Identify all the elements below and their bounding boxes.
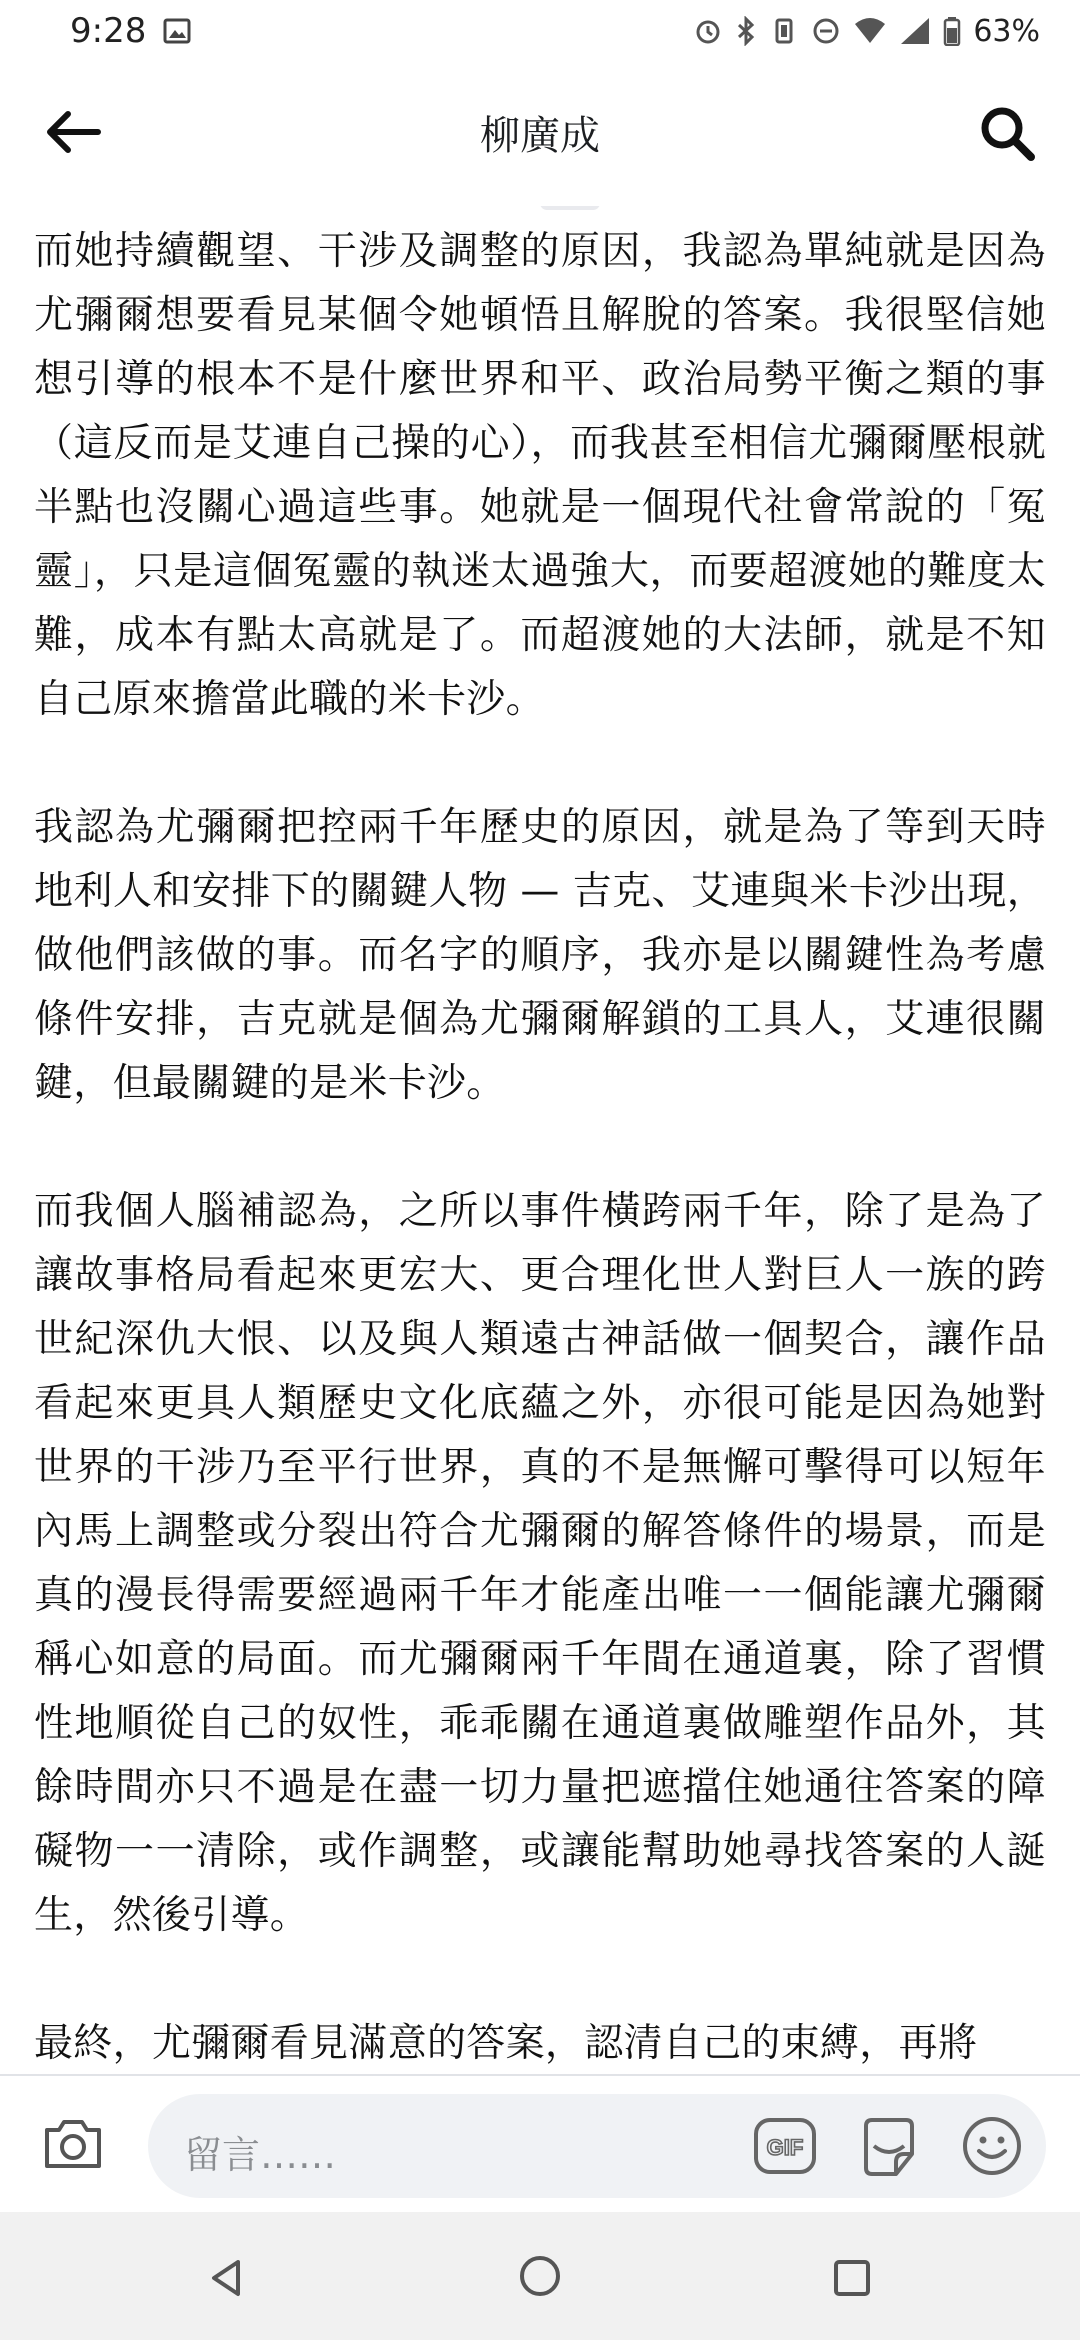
search-icon (978, 104, 1036, 162)
nav-home-icon (517, 2253, 563, 2299)
gif-icon (753, 2117, 817, 2175)
app-bar (0, 62, 1080, 202)
status-time: 9:28 (70, 11, 147, 51)
status-bar (0, 0, 1080, 62)
battery-icon (943, 16, 961, 46)
status-left (70, 11, 192, 51)
alarm-icon (693, 16, 723, 46)
status-right (693, 14, 1040, 49)
sticker-icon (856, 2114, 922, 2180)
comment-placeholder: 留言…… (184, 2133, 337, 2177)
dnd-icon (811, 16, 841, 46)
emoji-button[interactable] (958, 2112, 1026, 2180)
nav-recents-button[interactable] (822, 2248, 882, 2308)
signal-icon (899, 16, 931, 46)
arrow-left-icon (42, 108, 102, 156)
post-paragraph: 最終，尤彌爾看見滿意的答案，認清自己的束縛，再將 (34, 2021, 978, 2066)
gallery-icon (162, 16, 192, 46)
post-paragraph: 而她持續觀望、干涉及調整的原因，我認為單純就是因為尤彌爾想要看見某個令她頓悟且解脫的答案。我很堅信她想引導的根本不是什麼世界和平、政治局勢平衡之類的事（這反而是艾連自己操的心），而我甚至相信尤彌爾壓根就半點也沒關心過這些事。她就是一個現代社會常說的「冤靈」，只是這個冤靈的執迷太過強大，而要超渡她的難度太難，成本有點太高就是了。而超渡她的大法師，就是不知自己原來擔當此職的米卡沙。 (34, 229, 1046, 722)
camera-button[interactable] (38, 2112, 108, 2176)
sticker-button[interactable] (854, 2112, 924, 2182)
nav-back-button[interactable] (196, 2248, 256, 2308)
post-paragraph: 我認為尤彌爾把控兩千年歷史的原因，就是為了等到天時地利人和安排下的關鍵人物 — 吉克、艾連與米卡沙出現，做他們該做的事。而名字的順序，我亦是以關鍵性為考慮條件安排，吉克就是個為尤彌爾解鎖的工具人，艾連很關鍵，但最關鍵的是米卡沙。 (34, 805, 1046, 1106)
post-paragraph: 而我個人腦補認為，之所以事件橫跨兩千年，除了是為了讓故事格局看起來更宏大、更合理化世人對巨人一族的跨世紀深仇大恨、以及與人類遠古神話做一個契合，讓作品看起來更具人類歷史文化底蘊之外，亦很可能是因為她對世界的干涉乃至平行世界，真的不是無懈可擊得可以短年內馬上調整或分裂出符合尤彌爾的解答條件的場景，而是真的漫長得需要經過兩千年才能產出唯一一個能讓尤彌爾稱心如意的局面。而尤彌爾兩千年間在通道裏，除了習慣性地順從自己的奴性，乖乖關在通道裏做雕塑作品外，其餘時間亦只不過是在盡一切力量把遮擋住她通往答案的障礙物一一清除，或作調整，或讓能幫助她尋找答案的人誕生，然後引導。 (34, 1189, 1046, 1938)
comment-bar (0, 2076, 1080, 2212)
camera-icon (41, 2116, 105, 2172)
battery-percent: 63% (973, 13, 1040, 49)
wifi-icon (853, 16, 887, 46)
nav-home-button[interactable] (510, 2246, 570, 2306)
page-title: 柳廣成 (480, 112, 600, 159)
bluetooth-icon (735, 16, 757, 46)
post-content (34, 206, 1046, 2074)
nav-back-icon (204, 2256, 248, 2300)
gif-label: GIF (766, 2135, 804, 2160)
comment-input[interactable] (148, 2094, 1046, 2198)
search-button[interactable] (974, 100, 1040, 166)
gif-button[interactable] (752, 2114, 818, 2178)
system-nav-bar (0, 2212, 1080, 2340)
vibrate-icon (769, 16, 799, 46)
scroll-indicator (540, 206, 600, 210)
emoji-icon (961, 2115, 1023, 2177)
nav-recents-icon (831, 2257, 873, 2299)
back-button[interactable] (36, 102, 108, 162)
